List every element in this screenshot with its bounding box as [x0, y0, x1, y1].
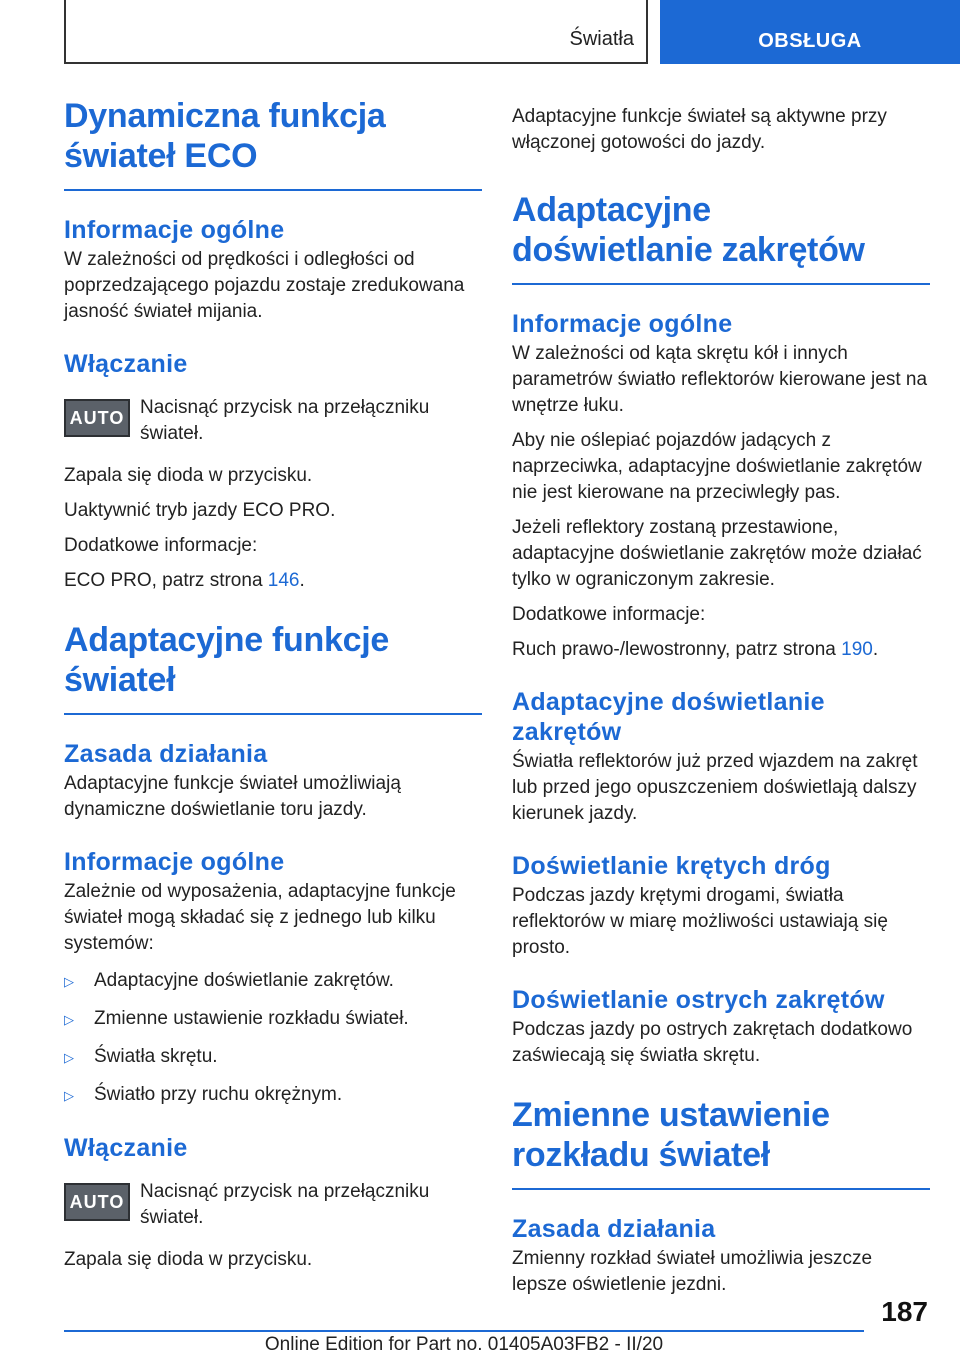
list-item-text: Światło przy ruchu okrężnym. [94, 1084, 343, 1105]
triangle-right-icon: ▷ [64, 1050, 74, 1065]
eco-auto-row [64, 395, 482, 447]
page-number: 187 [881, 1296, 928, 1327]
curve-info-p1: W zależności od kąta skrętu kół i innych parametrów światło reflektorów kierowane jest na wnętrze łuku. [512, 343, 928, 416]
intro-text: Adaptacyjne funkcje świateł są aktywne przy włączonej gotowości do jazdy. [512, 106, 887, 153]
principle-heading: Zasada działania [64, 740, 268, 768]
eco-on-heading: Włączanie [64, 350, 188, 378]
auto-button-icon: AUTO [64, 1183, 130, 1221]
eco-info-heading: Informacje ogólne [64, 216, 285, 244]
footer-rule [64, 1330, 864, 1332]
left-column [64, 96, 482, 1273]
principle-text: Adaptacyjne funkcje świateł umożliwiają dynamiczne doświetlanie toru jazdy. [64, 773, 401, 820]
variable-principle-heading: Zasada działania [512, 1215, 716, 1243]
eco-ref-text: ECO PRO, patrz strona [64, 570, 268, 591]
adaptive-on-text: Nacisnąć przycisk na przełączniku świateł. [140, 1181, 430, 1228]
adaptive-auto-row [64, 1179, 482, 1231]
auto-button-icon: AUTO [64, 399, 130, 437]
section-rule [512, 1188, 930, 1190]
curve-title: Adaptacyjne doświetlanie zakrętów [512, 191, 865, 269]
winding-heading: Doświetlanie krętych dróg [512, 852, 831, 880]
curve-ref-end: . [872, 639, 879, 660]
variable-title: Zmienne ustawienie rozkładu świateł [512, 1096, 830, 1174]
curve-sub-text: Światła reflektorów już przed wjazdem na zakręt lub przed jego opuszczeniem doświetlają dalszy kierunek jazdy. [512, 751, 918, 824]
adaptive-line-1: Zapala się dioda w przycisku. [64, 1249, 313, 1270]
variable-principle-text: Zmienny rozkład świateł umożliwia jeszcze lepsze oświetlenie jezdni. [512, 1248, 873, 1295]
list-item [64, 1006, 482, 1033]
section-rule [64, 189, 482, 191]
eco-line-1: Zapala się dioda w przycisku. [64, 465, 313, 486]
adaptive-title: Adaptacyjne funkcje świateł [64, 621, 389, 699]
curve-info-heading: Informacje ogólne [512, 310, 733, 338]
systems-list [64, 968, 482, 1109]
curve-info-p3: Jeżeli reflektory zostaną przestawione, adaptacyjne doświetlanie zakrętów może działać tylko w ograniczonym zakresie. [512, 517, 922, 590]
curve-sub-heading: Adaptacyjne doświetlanie zakrętów [512, 688, 825, 746]
list-item-text: Światła skrętu. [94, 1046, 218, 1067]
list-item [64, 1044, 482, 1071]
header-category-tab: OBSŁUGA [660, 0, 960, 64]
adaptive-info-text: Zależnie od wyposażenia, adaptacyjne funkcje świateł mogą składać się z jednego lub kilku systemów: [64, 881, 456, 954]
triangle-right-icon: ▷ [64, 1088, 74, 1103]
eco-line-3: Dodatkowe informacje: [64, 535, 258, 556]
eco-title: Dynamiczna funkcja świateł ECO [64, 97, 386, 175]
right-column [512, 104, 930, 1298]
eco-on-text: Nacisnąć przycisk na przełączniku świateł. [140, 397, 430, 444]
list-item [64, 968, 482, 995]
curve-reference [512, 637, 930, 663]
curve-info-p4: Dodatkowe informacje: [512, 604, 706, 625]
list-item [64, 1082, 482, 1109]
list-item-text: Adaptacyjne doświetlanie zakrętów. [94, 970, 394, 991]
header-section-title: Światła [569, 28, 634, 50]
triangle-right-icon: ▷ [64, 1012, 74, 1027]
triangle-right-icon: ▷ [64, 974, 74, 989]
edition-footer: Online Edition for Part no. 01405A03FB2 - II/20 [264, 1334, 664, 1355]
section-rule [64, 713, 482, 715]
eco-info-text: W zależności od prędkości i odległości od poprzedzającego pojazdu zostaje zredukowana jasność świateł mijania. [64, 249, 465, 322]
eco-reference [64, 568, 482, 594]
section-rule [512, 283, 930, 285]
sharp-text: Podczas jazdy po ostrych zakrętach dodatkowo zaświecają się światła skrętu. [512, 1019, 913, 1066]
curve-ref-text: Ruch prawo-/lewostronny, patrz strona [512, 639, 842, 660]
sharp-heading: Doświetlanie ostrych zakrętów [512, 986, 885, 1014]
header-section-box [64, 0, 648, 64]
adaptive-info-heading: Informacje ogólne [64, 848, 285, 876]
curve-info-p2: Aby nie oślepiać pojazdów jadących z naprzeciwka, adaptacyjne doświetlanie zakrętów nie jest kierowane na przeciwległy pas. [512, 430, 922, 503]
eco-ref-end: . [299, 570, 305, 591]
adaptive-on-heading: Włączanie [64, 1134, 188, 1162]
winding-text: Podczas jazdy krętymi drogami, światła reflektorów w miarę możliwości ustawiają się prosto. [512, 885, 888, 958]
eco-ref-page-link[interactable]: 146 [267, 570, 300, 591]
curve-ref-page-link[interactable]: 190 [841, 639, 873, 660]
list-item-text: Zmienne ustawienie rozkładu świateł. [94, 1008, 409, 1029]
eco-line-2: Uaktywnić tryb jazdy ECO PRO. [64, 500, 336, 521]
